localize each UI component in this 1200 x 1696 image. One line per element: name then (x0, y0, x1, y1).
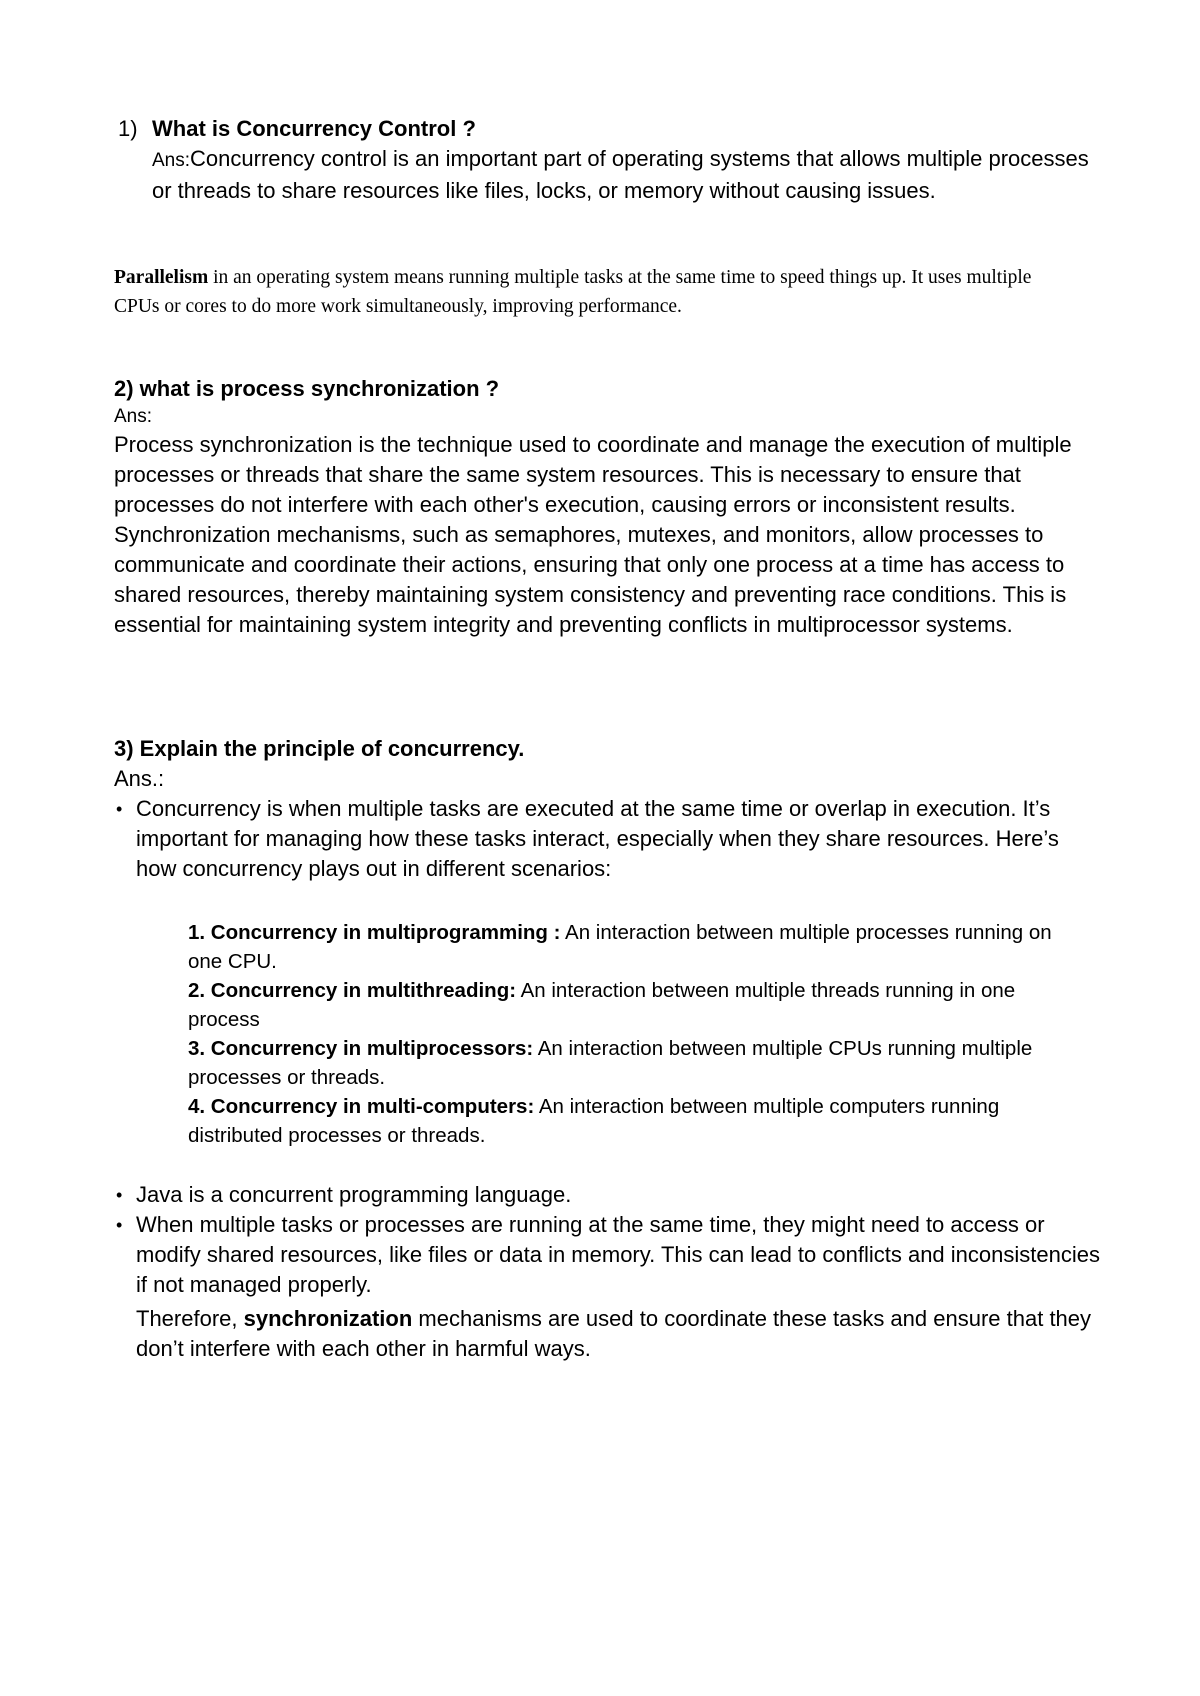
therefore-text-start: Therefore, (136, 1306, 244, 1331)
question-1-ans-text: Concurrency control is an important part of operating systems that allows multiple processes or threads to share resources like files, locks, or memory without causing issues. (152, 146, 1089, 203)
question-1-ans-label: Ans: (152, 150, 191, 171)
question-1 (118, 114, 1098, 206)
question-2-para-2: Synchronization mechanisms, such as semaphores, mutexes, and monitors, allow processes to communicate and coordinate their actions, ensuring that only one process at a time has access to shared resources, thereby maintaining system consistency and preventing race conditions. This is essential for maintaining system integrity and preventing conflicts in multiprocessor systems. (114, 522, 1067, 637)
bullet-marker: • (116, 1215, 123, 1235)
bullet-item (114, 794, 1104, 884)
list-item (188, 1092, 1088, 1150)
parallelism-term: Parallelism (114, 267, 209, 288)
therefore-text-end: mechanisms are used to coordinate these tasks and ensure that they don’t interfere with each other in harmful ways. (136, 1306, 1092, 1361)
question-3-continued (114, 1180, 1104, 1364)
parallelism-paragraph (114, 263, 1074, 321)
list-item-heading: 3. Concurrency in multiprocessors: (188, 1037, 534, 1060)
list-item-text: An interaction between multiple threads running in one process (188, 979, 1016, 1031)
list-item (188, 1034, 1088, 1092)
bullet-text: Concurrency is when multiple tasks are executed at the same time or overlap in execution. It’s important for managing how these tasks interact, especially when they share resources. Here’s how concurrency plays out in different scenarios: (136, 796, 1059, 881)
list-item-heading: 4. Concurrency in multi-computers: (188, 1095, 535, 1118)
question-2-para-1: Process synchronization is the technique used to coordinate and manage the execution of multiple processes or threads that share the same system resources. This is necessary to ensure that processes do not interfere with each other's execution, causing errors or inconsistent results. (114, 432, 1072, 517)
list-item (188, 976, 1088, 1034)
synchronization-term: synchronization (243, 1306, 413, 1331)
bullet-item (114, 1210, 1104, 1300)
concurrency-scenarios-list (188, 918, 1088, 1150)
question-2 (114, 374, 1104, 640)
question-2-ans-label: Ans: (114, 406, 153, 427)
question-3-title: 3) Explain the principle of concurrency. (114, 736, 525, 761)
bullet-marker: • (116, 799, 123, 819)
question-1-number: 1) (118, 116, 138, 141)
parallelism-text: in an operating system means running multiple tasks at the same time to speed things up. It uses multiple CPUs or cores to do more work simultaneously, improving performance. (114, 267, 1032, 317)
question-2-title: 2) what is process synchronization ? (114, 376, 500, 401)
bullet-marker: • (116, 1185, 123, 1205)
question-3-ans-label: Ans.: (114, 766, 165, 791)
list-item-text: An interaction between multiple computers running distributed processes or threads. (188, 1095, 1000, 1147)
list-item-text: An interaction between multiple CPUs running multiple processes or threads. (188, 1037, 1033, 1089)
list-item-text: An interaction between multiple processes running on one CPU. (188, 921, 1052, 973)
therefore-paragraph (114, 1304, 1104, 1364)
list-item-heading: 2. Concurrency in multithreading: (188, 979, 517, 1002)
question-3 (114, 734, 1104, 884)
question-1-title: What is Concurrency Control ? (152, 116, 476, 141)
bullet-text: Java is a concurrent programming language. (136, 1182, 572, 1207)
bullet-item (114, 1180, 1104, 1210)
bullet-text: When multiple tasks or processes are running at the same time, they might need to access or modify shared resources, like files or data in memory. This can lead to conflicts and inconsistencies if not managed properly. (136, 1212, 1100, 1297)
list-item-heading: 1. Concurrency in multiprogramming : (188, 921, 561, 944)
list-item (188, 918, 1088, 976)
question-1-answer (152, 144, 1098, 206)
